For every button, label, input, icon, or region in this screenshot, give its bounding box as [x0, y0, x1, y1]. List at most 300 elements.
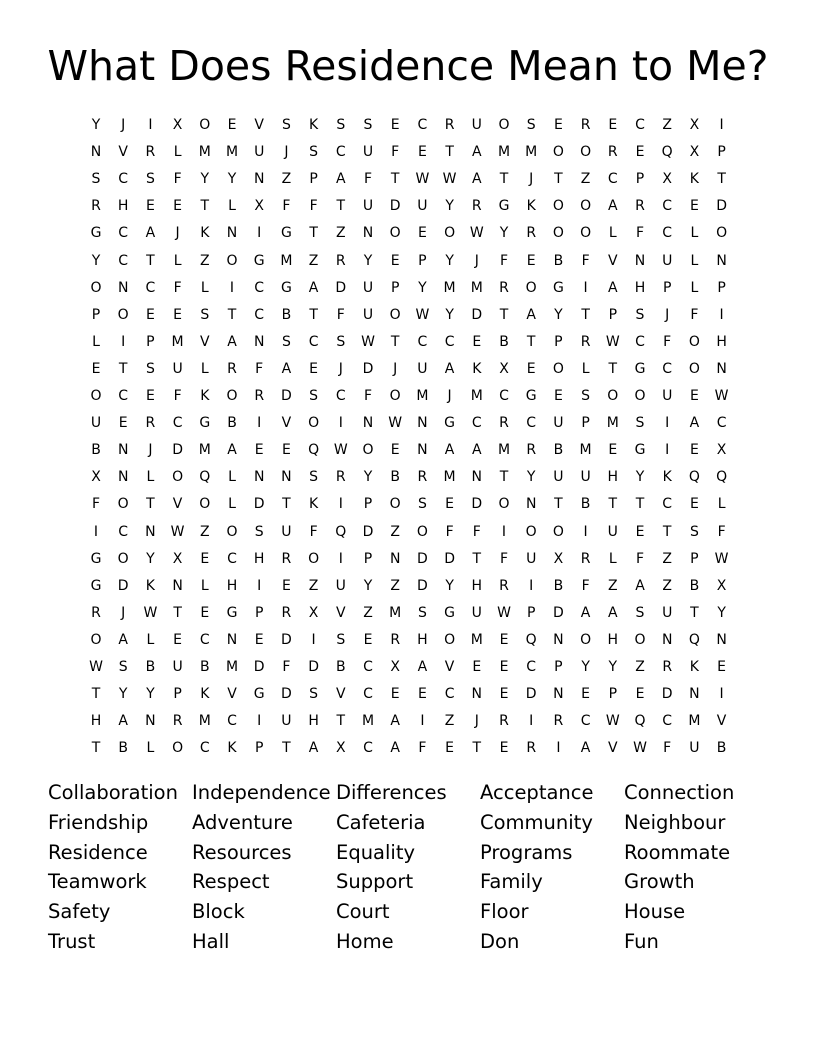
grid-letter: B: [553, 442, 564, 459]
grid-letter: C: [363, 740, 373, 757]
grid-letter: A: [390, 740, 400, 757]
grid-letter: T: [91, 740, 101, 757]
grid-letter: Z: [390, 523, 400, 540]
grid-letter: I: [338, 496, 343, 513]
grid-letter: L: [690, 252, 699, 269]
grid-letter: C: [471, 415, 482, 432]
grid-letter: L: [146, 469, 155, 486]
grid-letter: B: [553, 252, 564, 269]
grid-letter: Y: [363, 252, 373, 269]
grid-letter: T: [390, 333, 400, 350]
grid-letter: T: [499, 171, 509, 188]
grid-letter: T: [173, 604, 182, 621]
grid-letter: N: [117, 469, 129, 486]
grid-letter: D: [281, 388, 292, 404]
grid-letter: W: [442, 171, 457, 188]
grid-letter: T: [336, 713, 346, 730]
grid-letter: G: [253, 686, 265, 703]
grid-letter: B: [499, 333, 509, 350]
grid-letter: D: [253, 659, 265, 675]
grid-letter: T: [608, 360, 618, 377]
grid-letter: D: [362, 523, 374, 540]
word-list-item: Growth: [624, 870, 695, 894]
grid-letter: D: [553, 604, 564, 621]
grid-letter: I: [338, 415, 343, 432]
grid-letter: E: [254, 442, 264, 459]
grid-letter: A: [227, 333, 237, 350]
grid-letter: C: [417, 117, 428, 133]
word-list-item: Equality: [336, 840, 416, 864]
grid-letter: K: [662, 469, 672, 486]
grid-letter: A: [580, 604, 591, 621]
grid-letter: N: [716, 252, 727, 269]
grid-letter: P: [173, 686, 182, 703]
grid-letter: B: [390, 469, 400, 486]
grid-letter: B: [580, 496, 591, 513]
grid-letter: P: [363, 550, 373, 567]
grid-letter: O: [498, 117, 510, 133]
grid-letter: E: [526, 252, 536, 269]
grid-letter: J: [529, 171, 534, 188]
grid-letter: E: [608, 117, 618, 133]
grid-letter: E: [499, 686, 509, 703]
grid-letter: P: [717, 279, 726, 296]
grid-letter: U: [471, 604, 482, 621]
grid-letter: I: [93, 523, 99, 540]
grid-letter: V: [336, 686, 346, 703]
grid-letter: E: [635, 523, 645, 540]
grid-letter: Y: [91, 252, 101, 269]
grid-letter: I: [583, 279, 588, 296]
grid-letter: D: [172, 442, 183, 459]
grid-letter: X: [390, 659, 400, 675]
grid-letter: L: [92, 333, 100, 350]
grid-letter: E: [635, 144, 645, 161]
grid-letter: X: [254, 198, 264, 215]
grid-letter: E: [309, 360, 319, 377]
grid-letter: X: [716, 442, 727, 459]
grid-letter: Y: [581, 659, 590, 675]
grid-letter: D: [471, 496, 483, 513]
grid-letter: I: [583, 523, 588, 540]
word-list-item: Home: [336, 930, 394, 953]
grid-letter: Q: [199, 469, 211, 486]
word-list-item: House: [624, 900, 686, 924]
grid-letter: M: [198, 442, 211, 459]
grid-letter: N: [417, 415, 428, 432]
grid-letter: E: [417, 686, 427, 703]
grid-letter: E: [499, 659, 509, 675]
grid-letter: K: [689, 171, 699, 188]
grid-letter: S: [689, 523, 699, 540]
word-list-item: Collaboration: [48, 781, 178, 804]
grid-letter: Z: [336, 225, 346, 242]
grid-letter: U: [662, 388, 673, 404]
grid-letter: U: [689, 740, 700, 757]
grid-letter: M: [198, 144, 211, 161]
grid-letter: K: [472, 360, 482, 377]
grid-letter: T: [282, 496, 291, 513]
grid-letter: O: [308, 550, 320, 567]
grid-letter: P: [581, 415, 590, 432]
grid-letter: Z: [281, 171, 292, 188]
grid-letter: E: [173, 631, 183, 648]
grid-letter: O: [199, 117, 211, 133]
grid-letter: C: [526, 659, 537, 675]
grid-letter: C: [199, 740, 210, 757]
grid-letter: R: [580, 117, 591, 133]
grid-letter: R: [662, 659, 673, 675]
grid-letter: I: [665, 415, 670, 432]
grid-letter: L: [717, 496, 726, 513]
grid-letter: J: [175, 225, 180, 242]
grid-letter: B: [227, 415, 237, 432]
grid-letter: L: [228, 496, 236, 513]
grid-letter: G: [634, 442, 646, 459]
grid-letter: E: [689, 198, 699, 215]
grid-letter: B: [199, 659, 210, 675]
grid-letter: L: [608, 225, 617, 242]
grid-letter: A: [336, 171, 346, 188]
grid-letter: N: [172, 577, 183, 594]
grid-letter: E: [145, 198, 155, 215]
grid-letter: T: [608, 496, 618, 513]
grid-letter: F: [581, 577, 590, 594]
grid-letter: U: [362, 198, 374, 215]
grid-letter: Y: [227, 171, 237, 188]
grid-letter: P: [309, 171, 318, 188]
grid-letter: N: [471, 469, 483, 486]
grid-letter: G: [199, 415, 211, 432]
grid-letter: E: [499, 631, 509, 648]
grid-letter: E: [227, 117, 237, 133]
grid-letter: O: [90, 631, 102, 648]
grid-letter: Z: [635, 659, 645, 675]
grid-letter: S: [309, 144, 319, 161]
grid-letter: T: [309, 306, 318, 323]
grid-letter: T: [118, 360, 128, 377]
grid-letter: Q: [308, 442, 320, 459]
grid-letter: K: [309, 117, 319, 133]
grid-letter: O: [226, 388, 238, 404]
grid-letter: R: [172, 713, 183, 730]
grid-letter: M: [579, 442, 592, 459]
grid-letter: P: [554, 333, 563, 350]
grid-letter: P: [254, 604, 264, 621]
grid-letter: D: [525, 686, 537, 703]
grid-letter: E: [635, 686, 645, 703]
grid-letter: F: [418, 740, 427, 757]
grid-letter: O: [117, 306, 129, 323]
grid-letter: C: [607, 171, 618, 188]
grid-letter: A: [526, 306, 536, 323]
grid-letter: O: [172, 469, 184, 486]
grid-letter: O: [580, 144, 592, 161]
grid-letter: O: [580, 631, 592, 648]
grid-letter: R: [635, 198, 645, 215]
grid-letter: Y: [418, 279, 427, 296]
grid-letter: E: [417, 144, 427, 161]
grid-letter: H: [716, 333, 727, 350]
grid-letter: Y: [554, 306, 563, 323]
grid-letter: N: [716, 631, 727, 648]
grid-letter: S: [309, 469, 319, 486]
grid-letter: F: [173, 279, 182, 296]
grid-letter: M: [688, 713, 701, 730]
grid-letter: F: [309, 198, 318, 215]
grid-letter: W: [714, 550, 729, 567]
grid-letter: P: [91, 306, 101, 323]
grid-letter: X: [499, 360, 509, 377]
grid-letter: I: [556, 740, 561, 757]
grid-letter: L: [228, 469, 236, 486]
grid-letter: F: [690, 306, 699, 323]
grid-letter: Z: [200, 252, 210, 269]
grid-letter: T: [499, 469, 509, 486]
grid-letter: E: [390, 252, 400, 269]
grid-letter: F: [581, 252, 590, 269]
grid-letter: O: [552, 144, 564, 161]
grid-letter: N: [634, 252, 646, 269]
grid-letter: E: [281, 577, 291, 594]
grid-letter: C: [662, 713, 673, 730]
grid-letter: F: [663, 740, 672, 757]
grid-letter: F: [255, 360, 264, 377]
grid-letter: N: [362, 225, 374, 242]
grid-letter: C: [145, 279, 156, 296]
word-list-item: Don: [480, 930, 520, 953]
grid-letter: S: [336, 631, 346, 648]
grid-letter: U: [172, 360, 183, 377]
grid-letter: O: [308, 415, 320, 432]
grid-letter: X: [689, 144, 700, 161]
grid-letter: E: [390, 686, 400, 703]
grid-letter: C: [118, 225, 129, 242]
grid-letter: T: [526, 333, 536, 350]
word-list-item: Support: [336, 870, 414, 894]
grid-letter: O: [117, 550, 129, 567]
grid-letter: H: [417, 631, 428, 648]
grid-letter: X: [91, 469, 101, 486]
grid-letter: H: [90, 713, 102, 730]
grid-letter: O: [416, 523, 428, 540]
grid-letter: D: [253, 496, 265, 513]
grid-letter: R: [335, 469, 346, 486]
word-list-item: Community: [480, 810, 593, 834]
grid-letter: R: [526, 740, 537, 757]
grid-letter: Y: [118, 686, 128, 703]
grid-letter: E: [281, 442, 291, 459]
grid-letter: R: [526, 442, 537, 459]
grid-letter: G: [634, 360, 646, 377]
grid-letter: S: [336, 333, 346, 350]
grid-letter: W: [333, 442, 348, 459]
word-list-item: Programs: [480, 840, 573, 864]
grid-letter: P: [554, 659, 563, 675]
grid-letter: S: [145, 360, 155, 377]
puzzle-title: What Does Residence Mean to Me?: [47, 42, 769, 90]
grid-letter: I: [719, 306, 724, 323]
word-list-item: Teamwork: [48, 870, 147, 894]
grid-letter: C: [716, 415, 727, 432]
grid-letter: O: [552, 360, 564, 377]
grid-letter: K: [309, 496, 319, 513]
grid-letter: Q: [661, 144, 673, 161]
grid-letter: M: [443, 279, 456, 296]
grid-letter: P: [254, 740, 264, 757]
grid-letter: N: [253, 333, 265, 350]
grid-letter: Z: [200, 523, 210, 540]
grid-letter: R: [580, 333, 591, 350]
grid-letter: E: [717, 659, 727, 675]
grid-letter: M: [497, 144, 511, 161]
grid-letter: R: [281, 550, 292, 567]
grid-letter: O: [90, 388, 102, 404]
grid-letter: C: [499, 388, 509, 404]
grid-letter: O: [117, 496, 129, 513]
grid-letter: Q: [525, 631, 537, 648]
grid-letter: I: [311, 631, 316, 648]
grid-letter: E: [581, 686, 591, 703]
grid-letter: M: [198, 713, 211, 730]
grid-letter: A: [580, 740, 591, 757]
grid-letter: Y: [526, 469, 536, 486]
grid-letter: F: [363, 171, 373, 188]
word-list-item: Friendship: [48, 810, 149, 834]
grid-letter: K: [689, 659, 699, 675]
grid-letter: D: [417, 577, 428, 594]
grid-letter: F: [282, 659, 291, 675]
grid-letter: N: [661, 631, 673, 648]
grid-letter: R: [417, 469, 428, 486]
grid-letter: T: [309, 225, 318, 242]
grid-letter: A: [472, 171, 482, 188]
grid-letter: F: [472, 523, 481, 540]
grid-letter: M: [525, 144, 538, 161]
grid-letter: R: [444, 117, 455, 133]
grid-letter: E: [118, 415, 128, 432]
grid-letter: V: [281, 415, 292, 432]
grid-letter: O: [525, 279, 537, 296]
grid-letter: W: [361, 333, 375, 350]
grid-letter: E: [145, 306, 155, 323]
grid-letter: C: [580, 713, 591, 730]
grid-letter: I: [529, 577, 534, 594]
grid-letter: A: [635, 577, 645, 594]
grid-letter: D: [308, 659, 319, 675]
grid-letter: T: [146, 496, 155, 513]
grid-letter: M: [361, 713, 375, 730]
grid-letter: N: [117, 279, 129, 296]
grid-letter: A: [417, 659, 428, 675]
grid-letter: F: [635, 225, 645, 242]
word-list-item: Resources: [192, 840, 292, 864]
grid-letter: I: [719, 117, 724, 133]
grid-letter: O: [607, 388, 619, 404]
grid-letter: L: [608, 550, 617, 567]
grid-letter: H: [607, 631, 619, 648]
grid-letter: G: [444, 415, 456, 432]
grid-letter: M: [171, 333, 184, 350]
grid-letter: V: [608, 740, 618, 757]
grid-letter: S: [581, 388, 591, 404]
grid-letter: F: [635, 550, 645, 567]
grid-letter: A: [308, 279, 319, 296]
grid-letter: R: [499, 415, 509, 432]
grid-letter: R: [145, 144, 156, 161]
grid-letter: D: [471, 306, 483, 323]
grid-letter: U: [172, 659, 183, 675]
grid-letter: R: [254, 388, 265, 404]
grid-letter: C: [227, 713, 237, 730]
grid-letter: L: [173, 252, 182, 269]
grid-letter: E: [445, 740, 455, 757]
grid-letter: F: [282, 198, 291, 215]
grid-letter: E: [417, 225, 427, 242]
grid-letter: R: [526, 225, 537, 242]
grid-letter: Y: [445, 198, 454, 215]
grid-letter: C: [635, 333, 645, 350]
grid-letter: I: [257, 225, 262, 242]
grid-letter: Z: [308, 252, 319, 269]
grid-letter: A: [472, 144, 482, 161]
grid-letter: C: [118, 523, 129, 540]
grid-letter: E: [689, 442, 699, 459]
grid-letter: B: [335, 659, 346, 675]
grid-letter: J: [474, 713, 479, 730]
grid-letter: Y: [445, 577, 454, 594]
grid-letter: O: [634, 631, 646, 648]
grid-letter: N: [253, 469, 265, 486]
grid-letter: R: [553, 713, 564, 730]
grid-letter: S: [363, 117, 373, 133]
grid-letter: N: [90, 144, 102, 161]
grid-letter: P: [608, 686, 618, 703]
grid-letter: A: [145, 225, 156, 242]
grid-letter: M: [416, 388, 429, 404]
word-list-item: Adventure: [192, 810, 293, 834]
grid-letter: J: [338, 360, 343, 377]
grid-letter: U: [281, 523, 292, 540]
grid-letter: N: [145, 713, 156, 730]
grid-letter: Y: [91, 117, 101, 133]
grid-letter: G: [280, 225, 292, 242]
grid-letter: N: [253, 171, 265, 188]
grid-letter: T: [635, 496, 645, 513]
word-list-item: Hall: [192, 930, 230, 953]
grid-letter: L: [200, 360, 209, 377]
grid-letter: P: [635, 171, 645, 188]
grid-letter: S: [254, 523, 264, 540]
grid-letter: S: [635, 415, 645, 432]
grid-letter: N: [553, 631, 564, 648]
grid-letter: M: [225, 144, 239, 161]
grid-letter: T: [554, 496, 563, 513]
grid-letter: C: [118, 252, 129, 269]
grid-letter: W: [170, 523, 185, 540]
grid-letter: P: [608, 306, 618, 323]
grid-letter: L: [200, 577, 209, 594]
grid-letter: I: [229, 279, 235, 296]
grid-letter: T: [390, 171, 400, 188]
grid-letter: R: [281, 604, 292, 621]
word-list-item: Differences: [336, 781, 447, 804]
grid-letter: S: [200, 306, 210, 323]
grid-letter: O: [688, 333, 700, 350]
grid-letter: J: [284, 144, 289, 161]
grid-letter: G: [90, 225, 102, 242]
grid-letter: V: [200, 333, 210, 350]
